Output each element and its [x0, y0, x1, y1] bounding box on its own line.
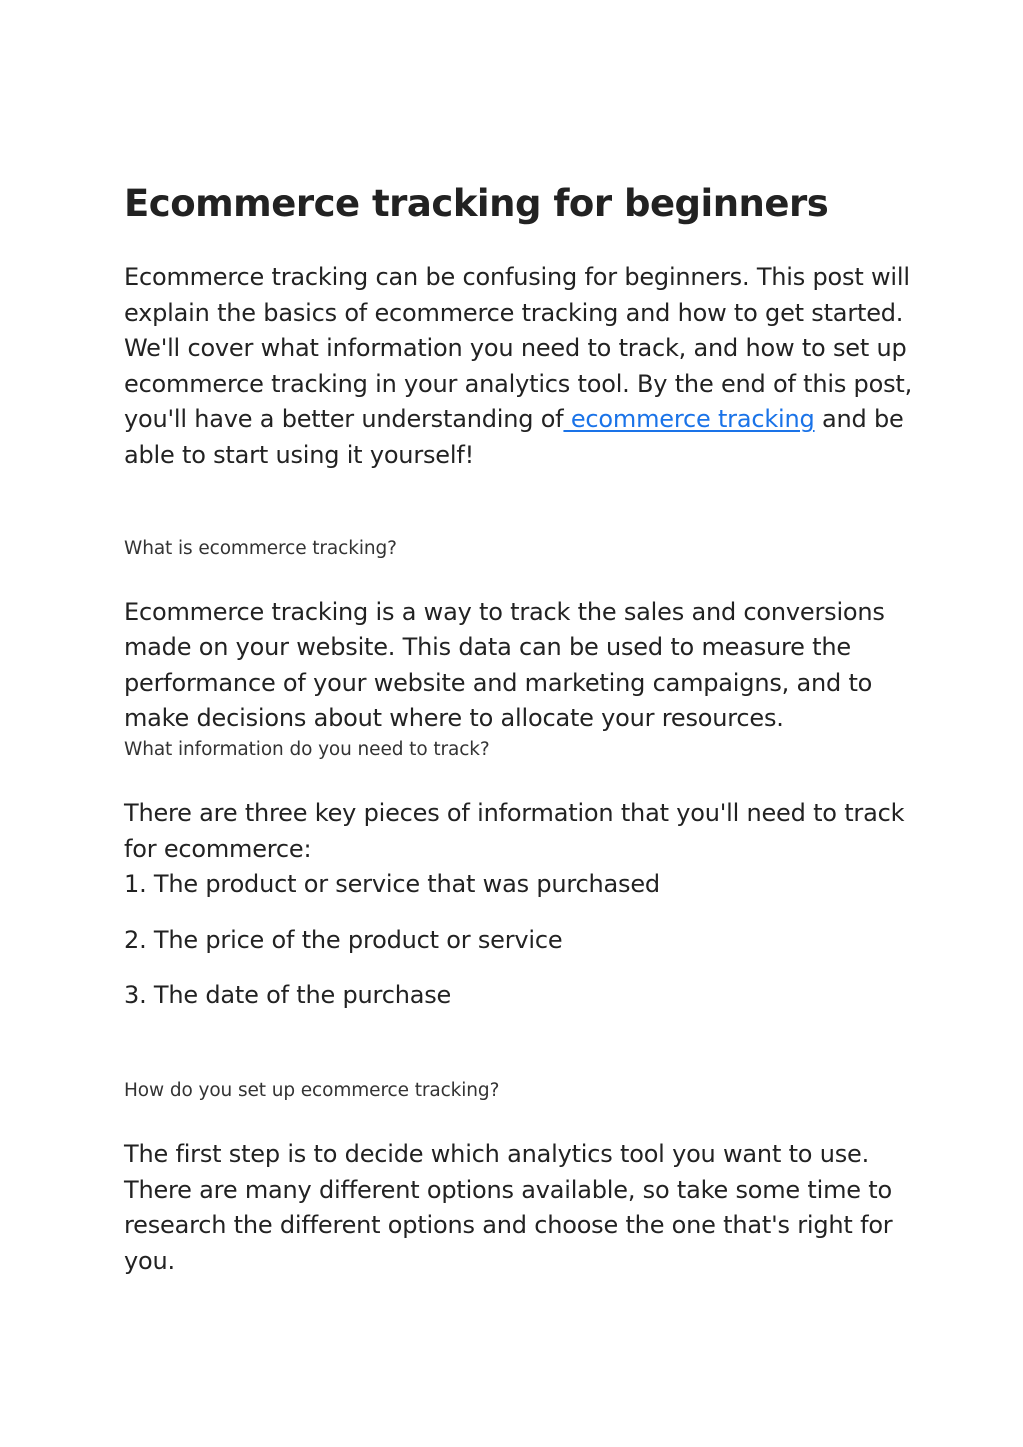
section-heading-what-is: What is ecommerce tracking?	[124, 537, 397, 559]
ecommerce-tracking-link[interactable]: ecommerce tracking	[563, 405, 815, 434]
section-body-what-is: Ecommerce tracking is a way to track the sales and conversions made on your website. This data can be used to measure the performance of your website and marketing campaigns, and to make decisions about where to allocate your resources.	[124, 597, 885, 733]
section-heading-what-info: What information do you need to track?	[124, 738, 490, 760]
list-item: 3. The date of the purchase	[124, 981, 452, 1010]
page-title: Ecommerce tracking for beginners	[124, 182, 829, 225]
intro-text: Ecommerce tracking can be confusing for beginners. This post will explain the basics of ecommerce tracking and how to get started. We'll cover what information you need to track, and how to set up ecommerce tracking in your analytics tool. By the end of this post, you'll have a better understanding of	[124, 263, 913, 434]
intro-text-end: and be able to start using it yourself!	[124, 405, 904, 469]
section-body-setup: The first step is to decide which analytics tool you want to use. There are many different options available, so take some time to research the different options and choose the one that's right for you.	[124, 1139, 893, 1275]
section-heading-setup: How do you set up ecommerce tracking?	[124, 1079, 500, 1101]
intro-paragraph	[124, 260, 914, 474]
section-body-what-info: There are three key pieces of information that you'll need to track for ecommerce:	[124, 798, 905, 863]
article	[124, 178, 914, 1279]
list-item: 2. The price of the product or service	[124, 925, 563, 954]
list-item: 1. The product or service that was purchased	[124, 870, 660, 899]
